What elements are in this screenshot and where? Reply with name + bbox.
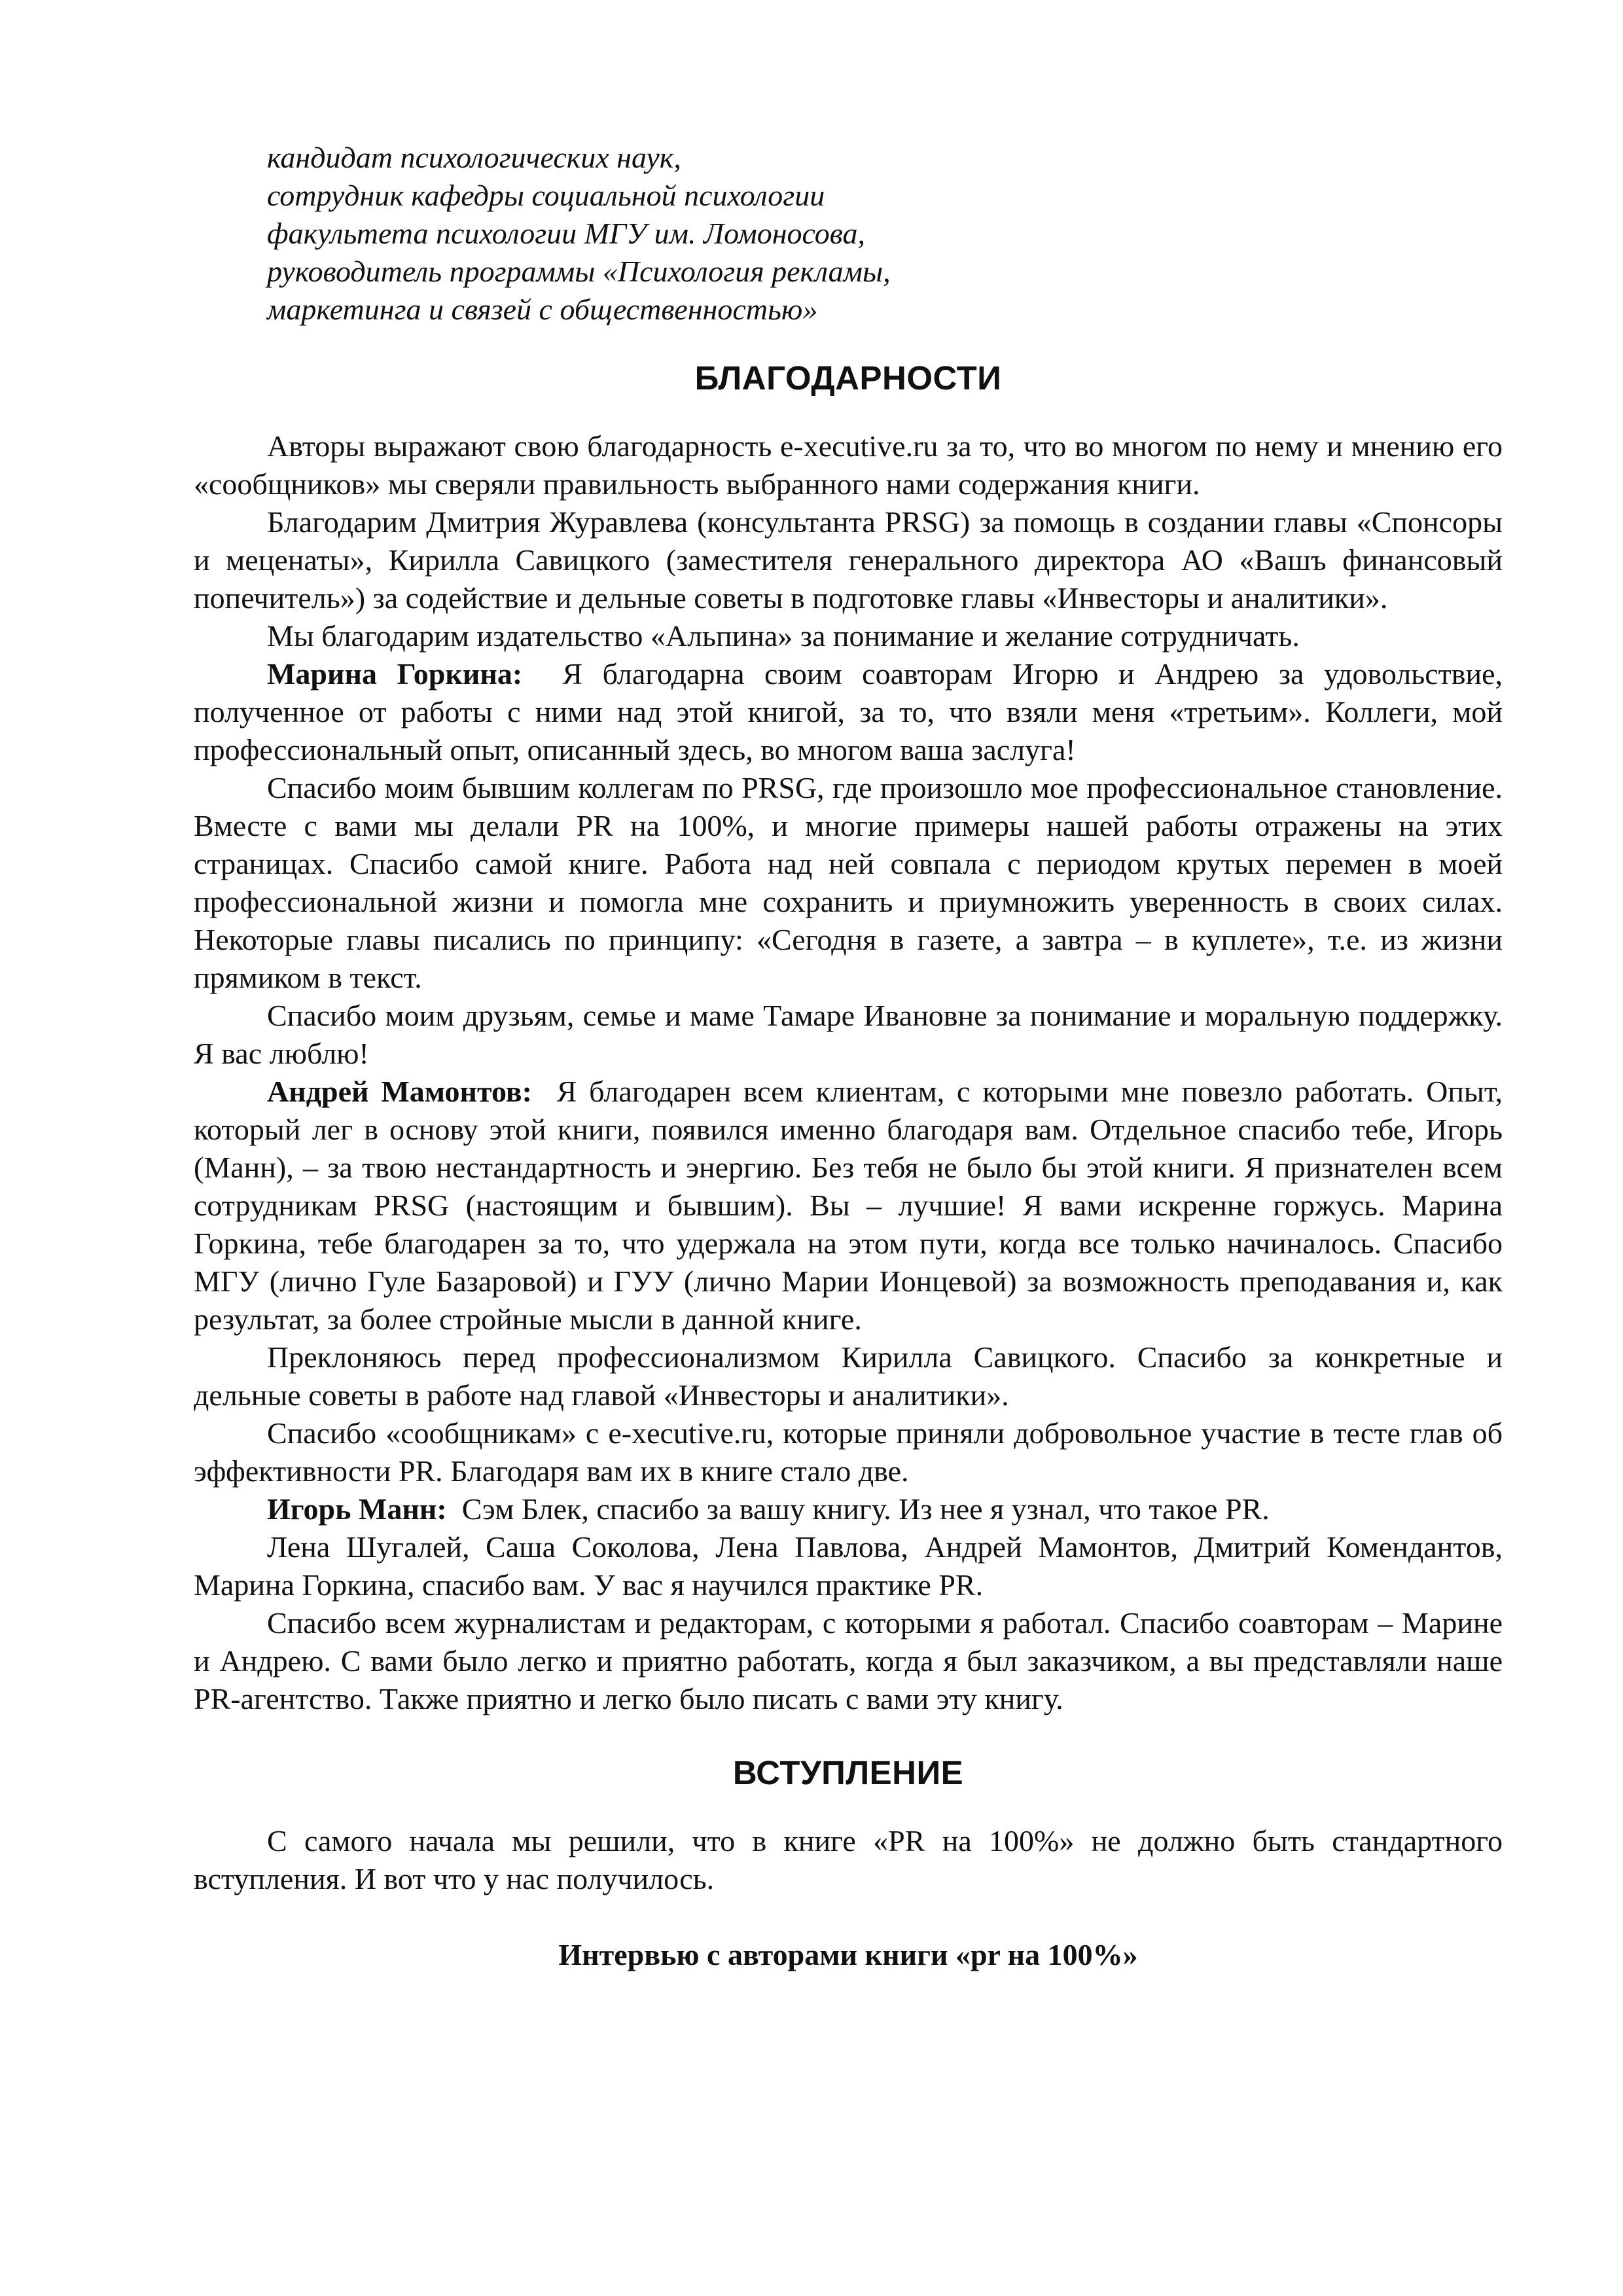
paragraph-text: Спасибо моим друзьям, семье и маме Тамаре Ивановне за понимание и моральную поддержку. Я вас люблю! [194,999,1503,1070]
paragraph-text: Спасибо всем журналистам и редакторам, с которыми я работал. Спасибо соавторам – Марине и Андрею. С вами было легко и приятно работать, когда я был заказчиком, а вы представляли наше PR-агентство. Также приятно и легко было писать с вами эту книгу. [194,1606,1503,1715]
author-name: Андрей Мамонтов: [267,1075,532,1108]
document-page [194,139,1503,1974]
paragraph-text: Сэм Блек, спасибо за вашу книгу. Из нее я узнал, что такое PR. [461,1492,1270,1526]
paragraph [194,427,1503,503]
paragraph-text: Авторы выражают свою благодарность e-xecutive.ru за то, что во многом по нему и мнению его «сообщников» мы сверяли правильность выбранного нами содержания книги. [194,429,1503,501]
byline-line: факультета психологии МГУ им. Ломоносова, [267,217,865,250]
author-byline [267,139,1503,329]
author-name: Марина Горкина: [267,657,523,691]
paragraph [194,1604,1503,1718]
paragraph-text: Благодарим Дмитрия Журавлева (консультанта PRSG) за помощь в создании главы «Спонсоры и меценаты», Кирилла Савицкого (заместителя генерального директора АО «Вашъ финансовый попечитель») за содействие и дельные советы в подготовке главы «Инвесторы и аналитики». [194,505,1503,615]
author-name: Игорь Манн: [267,1492,447,1526]
paragraph [194,1073,1503,1338]
paragraph-text: Спасибо «сообщникам» с e-xecutive.ru, которые приняли добровольное участие в тесте глав об эффективности PR. Благодаря вам их в книге стало две. [194,1416,1503,1488]
paragraph [194,1490,1503,1528]
paragraph [194,617,1503,655]
paragraph [194,503,1503,617]
byline-line: кандидат психологических наук, [267,141,681,174]
paragraph-text: Я благодарен всем клиентам, с которыми мне повезло работать. Опыт, который лег в основу этой книги, появился именно благодаря вам. Отдельное спасибо тебе, Игорь (Манн), – за твою нестандартность и энергию. Без тебя не было бы этой книги. Я признателен всем сотрудникам PRSG (настоящим и бывшим). Вы – лучшие! Я вами искренне горжусь. Марина Горкина, тебе благодарен за то, что удержала на этом пути, когда все только начиналось. Спасибо МГУ (лично Гуле Базаровой) и ГУУ (лично Марии Ионцевой) за возможность преподавания и, как результат, за более стройные мысли в данной книге. [194,1075,1503,1336]
paragraph-text: Лена Шугалей, Саша Соколова, Лена Павлова, Андрей Мамонтов, Дмитрий Комендантов, Марина Горкина, спасибо вам. У вас я научился практике PR. [194,1530,1503,1602]
paragraph-text: Спасибо моим бывшим коллегам по PRSG, где произошло мое профессиональное становление. Вместе с вами мы делали PR на 100%, и многие примеры нашей работы отражены на этих страницах. Спасибо самой книге. Работа над ней совпала с периодом крутых перемен в моей профессиональной жизни и помогла мне сохранить и приумножить уверенность в своих силах. Некоторые главы писались по принципу: «Сегодня в газете, а завтра – в куплете», т.е. из жизни прямиком в текст. [194,771,1503,994]
introduction-paragraph: С самого начала мы решили, что в книге «PR на 100%» не должно быть стандартного вступления. И вот что у нас получилось. [194,1824,1503,1895]
paragraph-text: Преклоняюсь перед профессионализмом Кирилла Савицкого. Спасибо за конкретные и дельные советы в работе над главой «Инвесторы и аналитики». [194,1340,1503,1412]
paragraph [194,1338,1503,1414]
byline-line: сотрудник кафедры социальной психологии [267,179,825,212]
interview-title: Интервью с авторами книги «pr на 100%» [558,1938,1138,1971]
paragraph-text: Я благодарна своим соавторам Игорю и Андрею за удовольствие, полученное от работы с ними над этой книгой, за то, что взяли меня «третьим». Коллеги, мой профессиональный опыт, описанный здесь, во многом ваша заслуга! [194,657,1503,766]
acknowledgements-body [194,427,1503,1718]
paragraph [194,769,1503,997]
paragraph-text: Мы благодарим издательство «Альпина» за понимание и желание сотрудничать. [267,619,1300,653]
paragraph [194,655,1503,769]
paragraph [194,1414,1503,1490]
paragraph [194,1528,1503,1604]
acknowledgements-heading: БЛАГОДАРНОСТИ [694,359,1002,397]
byline-line: маркетинга и связей с общественностью» [267,293,818,326]
paragraph [194,997,1503,1073]
introduction-heading: ВСТУПЛЕНИЕ [732,1754,964,1791]
byline-line: руководитель программы «Психология рекламы, [267,255,891,288]
